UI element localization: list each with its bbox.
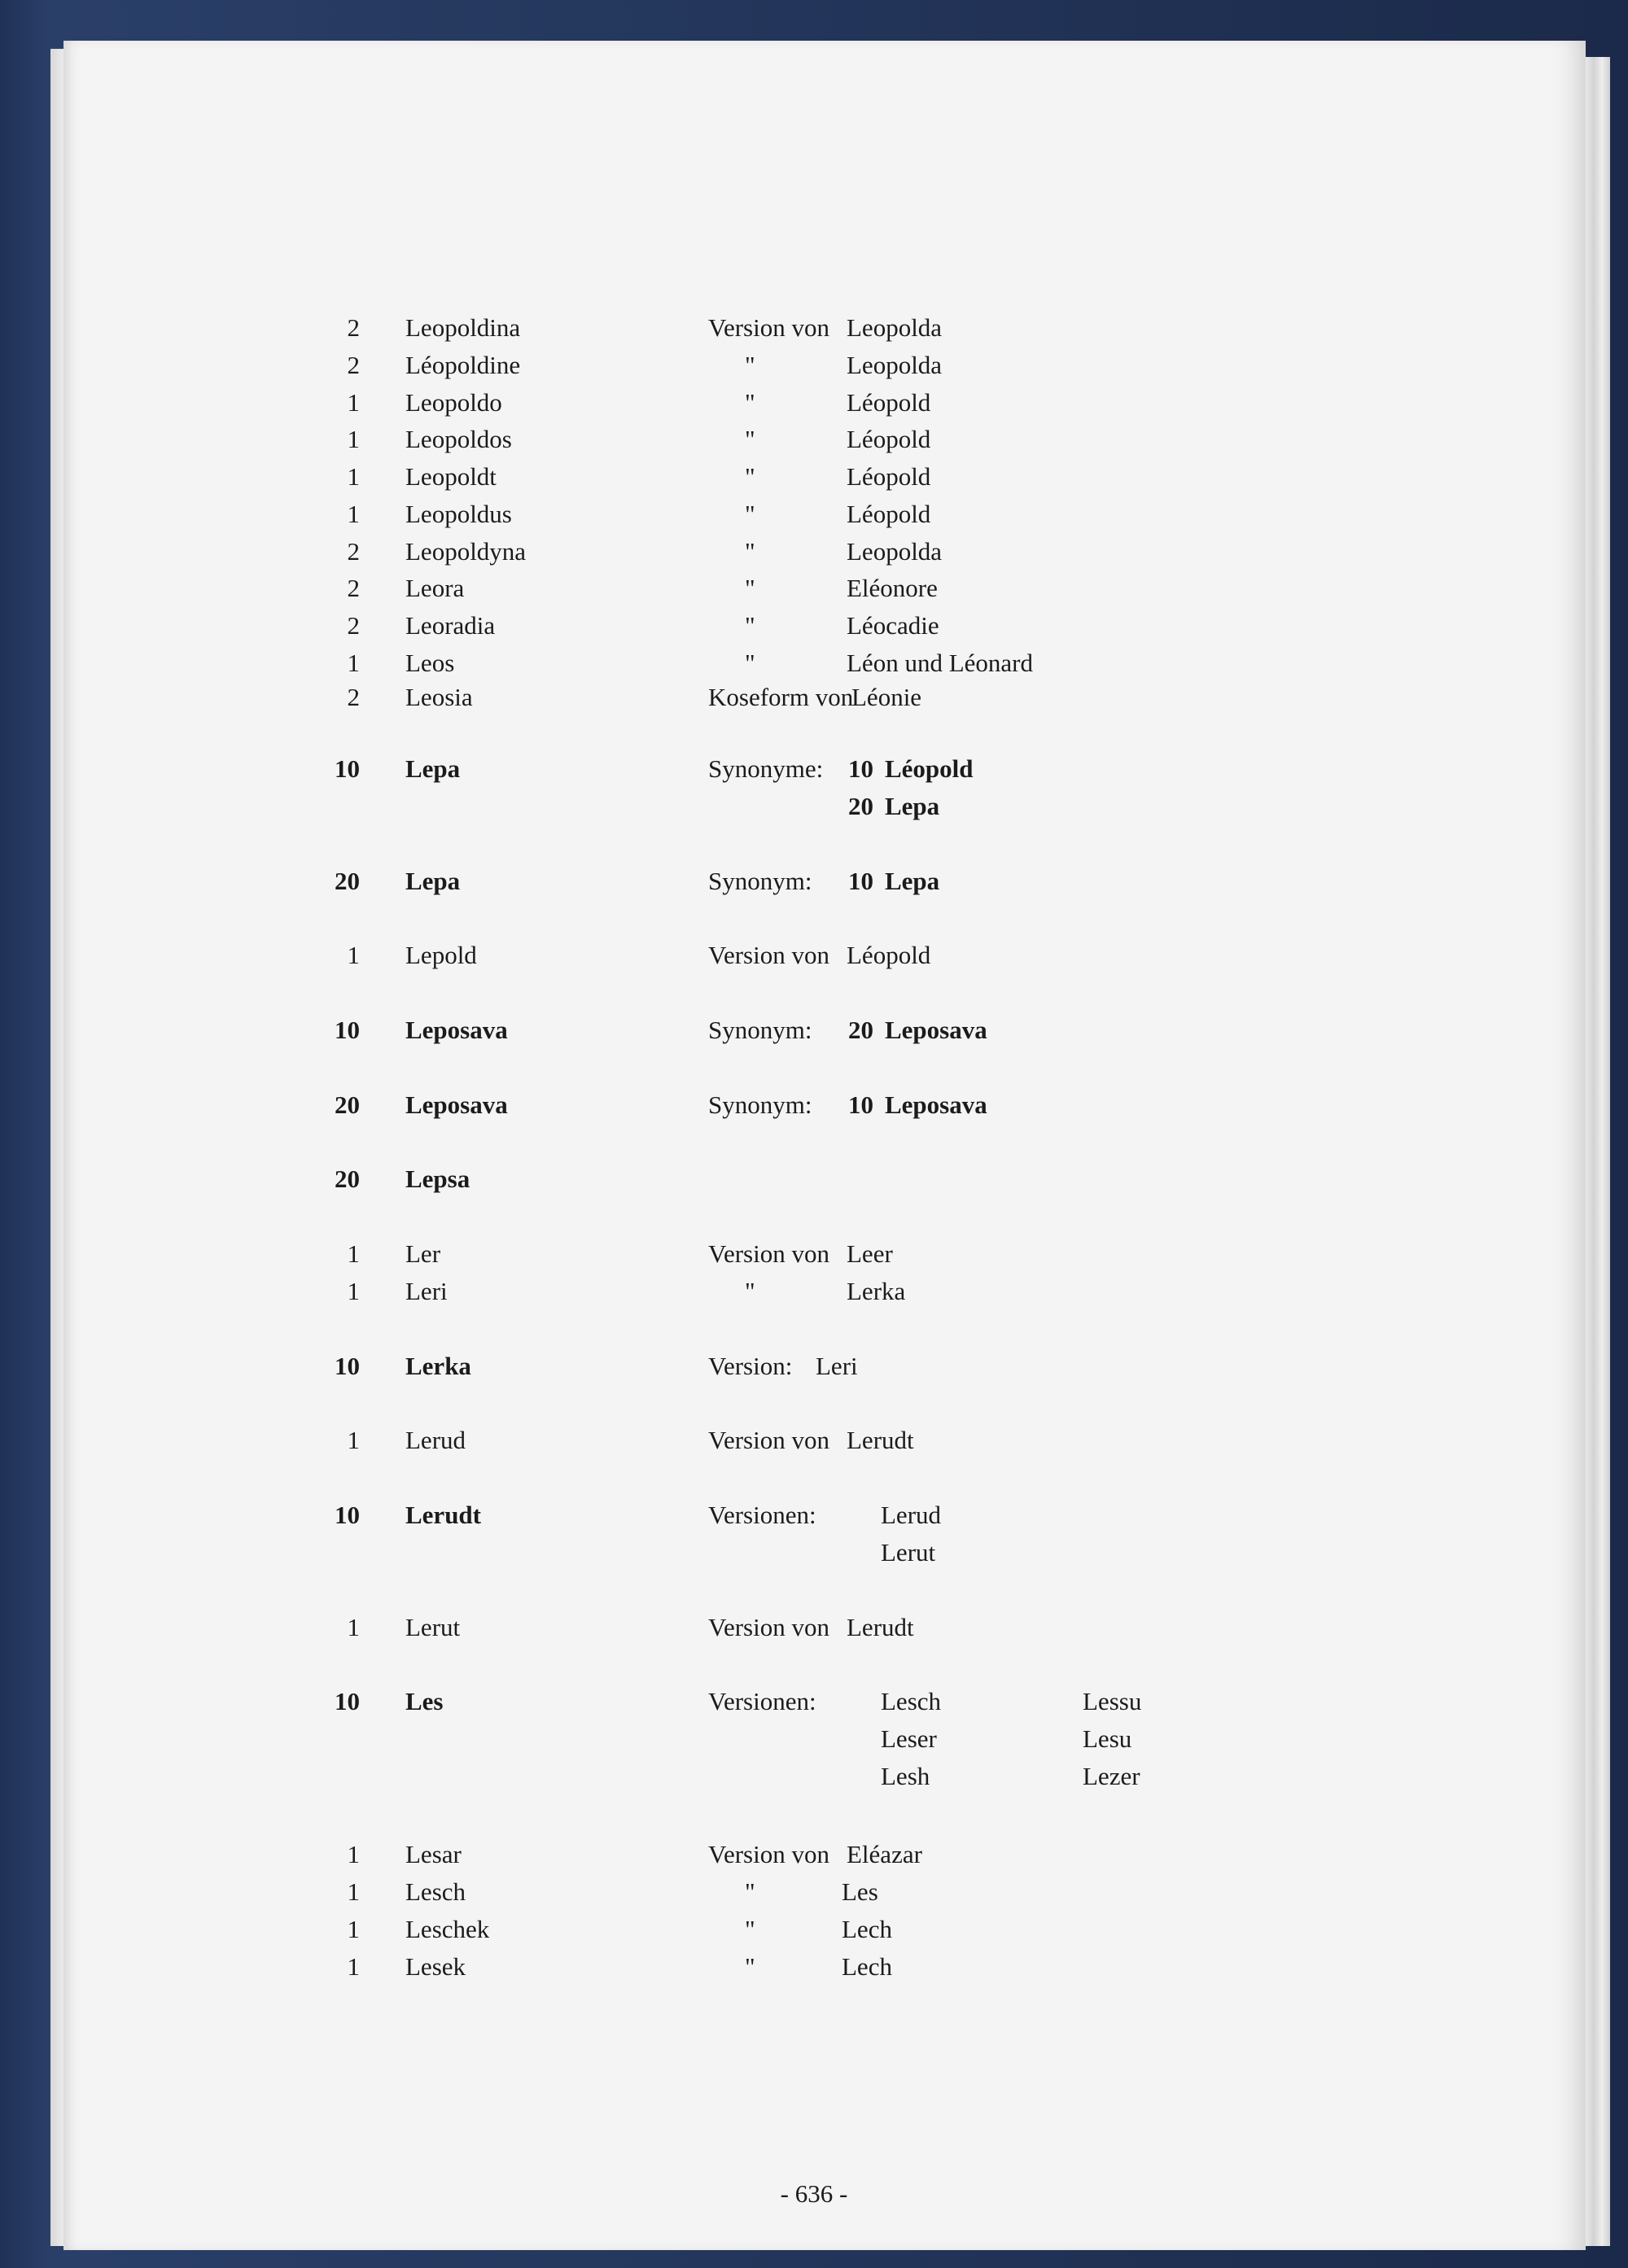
version-name: Lerud [881, 1501, 942, 1529]
entry-count: 2 [347, 683, 360, 711]
entry-name: Leopoldt [405, 462, 497, 491]
version-name: Lerut [881, 1538, 936, 1567]
entry-count: 10 [335, 754, 360, 783]
entry-row [0, 1089, 1628, 1126]
entry-reference: Léopold [847, 425, 931, 453]
version-name: Lezer [1083, 1762, 1140, 1790]
entry-reference: Lech [842, 1952, 892, 1981]
synonym-count: 20 [848, 792, 873, 820]
entry-name: Lesar [405, 1840, 462, 1868]
entry-row [0, 1424, 1628, 1462]
entry-type: Synonym: [708, 1016, 812, 1044]
entry-reference: Leopolda [847, 313, 943, 342]
entry-name: Lepa [405, 867, 461, 895]
synonym-count: 10 [848, 867, 873, 895]
entry-count: 2 [347, 537, 360, 566]
entry-count: 2 [347, 611, 360, 640]
ditto-mark: " [745, 1952, 755, 1981]
entry-row [0, 1499, 1628, 1536]
entry-count: 2 [347, 313, 360, 342]
entry-reference: Léopold [847, 941, 931, 969]
entry-name: Leosia [405, 683, 473, 711]
entry-name: Leri [405, 1277, 448, 1305]
entry-reference: Leri [816, 1352, 858, 1380]
entry-count: 1 [347, 1426, 360, 1454]
entry-name: Leopoldus [405, 500, 512, 528]
entry-reference: Léopold [847, 462, 931, 491]
entry-count: 20 [335, 1165, 360, 1193]
entry-count: 1 [347, 1239, 360, 1268]
entry-row [0, 349, 1628, 387]
entry-count: 1 [347, 1952, 360, 1981]
entry-count: 1 [347, 649, 360, 677]
entry-type: Synonym: [708, 1090, 812, 1119]
entry-name: Lesch [405, 1877, 466, 1906]
entry-type: Versionen: [708, 1501, 816, 1529]
entry-name: Les [405, 1687, 444, 1715]
entry-row [0, 1611, 1628, 1649]
entry-name: Lerud [405, 1426, 466, 1454]
entry-row [0, 753, 1628, 790]
entry-reference: Lerka [847, 1277, 906, 1305]
entry-reference: Leposava [885, 1090, 987, 1119]
entry-name: Leposava [405, 1090, 508, 1119]
entry-type: Version von [708, 1613, 829, 1641]
entry-count: 1 [347, 500, 360, 528]
entry-row [0, 1951, 1628, 1988]
entry-name: Leopoldyna [405, 537, 527, 566]
ditto-mark: " [745, 500, 755, 528]
entry-reference: Leopolda [847, 351, 943, 379]
ditto-mark: " [745, 425, 755, 453]
entry-name: Leopoldos [405, 425, 512, 453]
entry-type: Version von [708, 313, 829, 342]
entry-reference: Leopolda [847, 537, 943, 566]
entry-name: Lerut [405, 1613, 461, 1641]
entry-count: 10 [335, 1501, 360, 1529]
page-number: - 636 - [780, 2179, 848, 2208]
entry-count: 20 [335, 867, 360, 895]
entry-name: Lepold [405, 941, 477, 969]
synonym-count: 10 [848, 1090, 873, 1119]
entry-count: 10 [335, 1016, 360, 1044]
entry-type: Versionen: [708, 1687, 816, 1715]
entry-reference: Léopold [885, 754, 974, 783]
entry-reference: Léonie [851, 683, 922, 711]
entry-name: Lesek [405, 1952, 466, 1981]
entry-row [0, 790, 1628, 828]
entry-row [0, 535, 1628, 573]
entry-name: Leschek [405, 1915, 490, 1943]
ditto-mark: " [745, 611, 755, 640]
entry-count: 2 [347, 574, 360, 602]
entry-row [0, 572, 1628, 610]
entry-count: 1 [347, 388, 360, 417]
entry-reference: Lech [842, 1915, 892, 1943]
entry-reference: Léon und Léonard [847, 649, 1033, 677]
entry-row [0, 1163, 1628, 1200]
entry-row [0, 1685, 1628, 1723]
entry-name: Leora [405, 574, 465, 602]
entry-type: Version von [708, 1426, 829, 1454]
entry-reference: Léopold [847, 500, 931, 528]
entry-row [0, 498, 1628, 535]
entry-count: 1 [347, 1877, 360, 1906]
entry-row [0, 647, 1628, 684]
entry-row [0, 312, 1628, 349]
entry-row [0, 939, 1628, 977]
entry-reference: Eléazar [847, 1840, 922, 1868]
entry-row [0, 1536, 1628, 1574]
entry-row [0, 1238, 1628, 1275]
version-name: Lesu [1083, 1724, 1132, 1753]
entry-name: Leos [405, 649, 455, 677]
entry-type: Koseform von [708, 683, 854, 711]
entry-name: Lepsa [405, 1165, 470, 1193]
entry-reference: Léopold [847, 388, 931, 417]
entry-type: Version von [708, 941, 829, 969]
entry-name: Ler [405, 1239, 441, 1268]
version-name: Lessu [1083, 1687, 1142, 1715]
entry-row [0, 865, 1628, 902]
entry-row [0, 1838, 1628, 1876]
entry-row [0, 461, 1628, 498]
entry-count: 1 [347, 425, 360, 453]
entry-type: Version: [708, 1352, 793, 1380]
entry-name: Lerka [405, 1352, 471, 1380]
entry-reference: Leer [847, 1239, 893, 1268]
entry-reference: Lerudt [847, 1426, 914, 1454]
entry-count: 1 [347, 941, 360, 969]
entry-reference: Lepa [885, 792, 940, 820]
entry-count: 1 [347, 1840, 360, 1868]
entry-type: Version von [708, 1840, 829, 1868]
entry-count: 1 [347, 1613, 360, 1641]
entry-row [0, 1350, 1628, 1387]
ditto-mark: " [745, 1877, 755, 1906]
synonym-count: 20 [848, 1016, 873, 1044]
ditto-mark: " [745, 649, 755, 677]
entry-reference: Les [842, 1877, 878, 1906]
entry-type: Version von [708, 1239, 829, 1268]
entry-name: Leoradia [405, 611, 496, 640]
entry-count: 10 [335, 1687, 360, 1715]
entry-type: Synonyme: [708, 754, 824, 783]
entry-reference: Eléonore [847, 574, 938, 602]
entry-row [0, 1913, 1628, 1951]
entry-reference: Lerudt [847, 1613, 914, 1641]
entry-row [0, 1723, 1628, 1760]
ditto-mark: " [745, 351, 755, 379]
entry-name: Leposava [405, 1016, 508, 1044]
entry-name: Lerudt [405, 1501, 481, 1529]
entry-count: 10 [335, 1352, 360, 1380]
entry-row [0, 1876, 1628, 1913]
entry-row [0, 610, 1628, 647]
entry-reference: Lepa [885, 867, 940, 895]
entry-count: 20 [335, 1090, 360, 1119]
version-name: Lesch [881, 1687, 942, 1715]
entry-reference: Leposava [885, 1016, 987, 1044]
version-name: Lesh [881, 1762, 930, 1790]
entry-count: 1 [347, 462, 360, 491]
entry-row [0, 681, 1628, 719]
entry-name: Lepa [405, 754, 461, 783]
entry-count: 1 [347, 1277, 360, 1305]
version-name: Leser [881, 1724, 937, 1753]
entry-row [0, 387, 1628, 424]
entry-reference: Léocadie [847, 611, 939, 640]
ditto-mark: " [745, 537, 755, 566]
entry-name: Léopoldine [405, 351, 521, 379]
synonym-count: 10 [848, 754, 873, 783]
entry-row [0, 1275, 1628, 1313]
ditto-mark: " [745, 388, 755, 417]
ditto-mark: " [745, 574, 755, 602]
entry-name: Leopoldina [405, 313, 521, 342]
entry-count: 1 [347, 1915, 360, 1943]
entry-count: 2 [347, 351, 360, 379]
entry-row [0, 423, 1628, 461]
entry-row [0, 1760, 1628, 1798]
ditto-mark: " [745, 1915, 755, 1943]
ditto-mark: " [745, 1277, 755, 1305]
entry-name: Leopoldo [405, 388, 502, 417]
entry-row [0, 1014, 1628, 1051]
entry-type: Synonym: [708, 867, 812, 895]
ditto-mark: " [745, 462, 755, 491]
